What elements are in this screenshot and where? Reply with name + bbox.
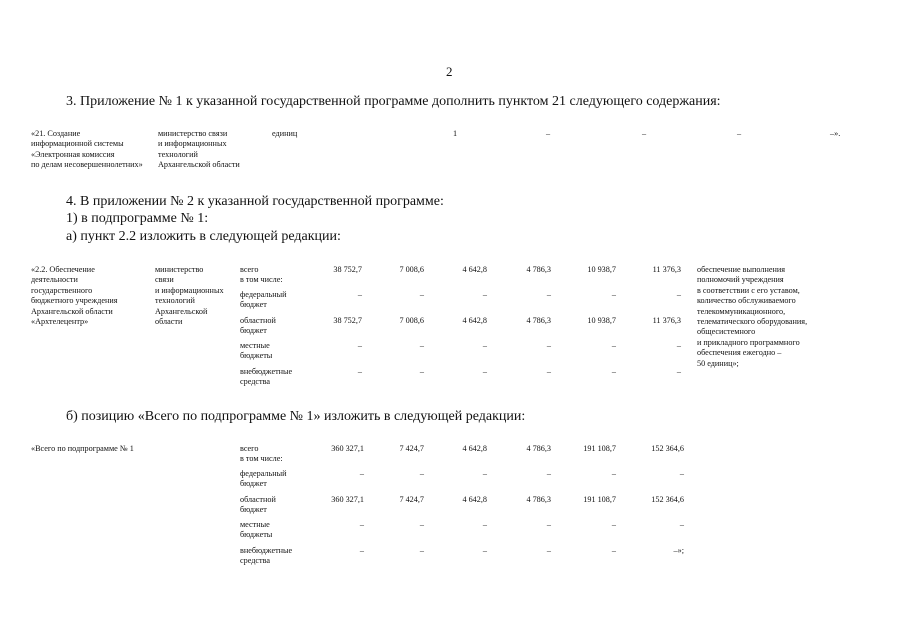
cell-value: – bbox=[419, 520, 424, 529]
row-label: областной бюджет bbox=[240, 316, 276, 336]
cell-value: 7 008,6 bbox=[399, 316, 424, 325]
cell-value: – bbox=[676, 290, 681, 299]
item21-value-2: – bbox=[546, 129, 551, 138]
item22-executor: министерство связи и информационных технологий Архангельской области bbox=[155, 265, 224, 327]
cell-value: – bbox=[546, 290, 551, 299]
cell-value: – bbox=[679, 520, 684, 529]
cell-value: – bbox=[546, 520, 551, 529]
cell-value: 38 752,7 bbox=[333, 316, 362, 325]
cell-value: – bbox=[611, 520, 616, 529]
cell-value: 11 376,3 bbox=[652, 316, 681, 325]
row-label: местные бюджеты bbox=[240, 341, 273, 361]
paragraph-4: 4. В приложении № 2 к указанной государственной программе: bbox=[66, 194, 444, 209]
cell-value: – bbox=[482, 290, 487, 299]
paragraph-4-a: а) пункт 2.2 изложить в следующей редакции: bbox=[66, 229, 341, 244]
cell-value: 191 108,7 bbox=[583, 495, 616, 504]
cell-value: – bbox=[359, 469, 364, 478]
row-label: областной бюджет bbox=[240, 495, 276, 515]
cell-value: – bbox=[482, 341, 487, 350]
cell-value: 152 364,6 bbox=[651, 444, 684, 453]
cell-value: 4 642,8 bbox=[462, 444, 487, 453]
cell-value: 4 642,8 bbox=[462, 495, 487, 504]
cell-value: 4 786,3 bbox=[526, 444, 551, 453]
item21-unit: единиц bbox=[272, 129, 298, 138]
paragraph-4-b: б) позицию «Всего по подпрограмме № 1» изложить в следующей редакции: bbox=[66, 409, 526, 424]
cell-value: – bbox=[419, 341, 424, 350]
cell-value: – bbox=[546, 341, 551, 350]
cell-value: 7 424,7 bbox=[399, 444, 424, 453]
cell-value: 4 642,8 bbox=[462, 265, 487, 274]
cell-value: – bbox=[611, 341, 616, 350]
row-label: всего в том числе: bbox=[240, 265, 283, 285]
cell-value: 360 327,1 bbox=[331, 495, 364, 504]
paragraph-4-1: 1) в подпрограмме № 1: bbox=[66, 211, 209, 226]
item21-value-5: –». bbox=[830, 129, 841, 138]
cell-value: – bbox=[611, 290, 616, 299]
cell-value: 7 424,7 bbox=[399, 495, 424, 504]
page-number: 2 bbox=[446, 64, 453, 79]
item21-value-1: 1 bbox=[453, 129, 458, 138]
cell-value: – bbox=[611, 367, 616, 376]
cell-value: 191 108,7 bbox=[583, 444, 616, 453]
paragraph-3: 3. Приложение № 1 к указанной государственной программе дополнить пунктом 21 следующего содержания: bbox=[66, 94, 721, 109]
cell-value: 38 752,7 bbox=[333, 265, 362, 274]
row-label: местные бюджеты bbox=[240, 520, 273, 540]
cell-value: – bbox=[359, 520, 364, 529]
item22-name: «2.2. Обеспечение деятельности государственного бюджетного учреждения Архангельской области «Архтелецентр» bbox=[31, 265, 118, 327]
cell-value: 152 364,6 bbox=[651, 495, 684, 504]
cell-value: – bbox=[482, 520, 487, 529]
cell-value: – bbox=[482, 469, 487, 478]
row-label: внебюджетные средства bbox=[240, 367, 293, 387]
cell-value: 4 786,3 bbox=[526, 265, 551, 274]
cell-value: – bbox=[419, 469, 424, 478]
row-label: федеральный бюджет bbox=[240, 290, 287, 310]
cell-value: – bbox=[546, 367, 551, 376]
item21-value-4: – bbox=[737, 129, 742, 138]
cell-value: – bbox=[357, 367, 362, 376]
total-name: «Всего по подпрограмме № 1 bbox=[31, 444, 134, 453]
cell-value: 4 786,3 bbox=[526, 495, 551, 504]
cell-value: – bbox=[546, 546, 551, 555]
cell-value: 10 938,7 bbox=[587, 316, 616, 325]
cell-value: 4 642,8 bbox=[462, 316, 487, 325]
cell-value: – bbox=[359, 546, 364, 555]
cell-value: – bbox=[357, 290, 362, 299]
item21-name: «21. Создание информационной системы «Электронная комиссия по делам несовершеннолетних» bbox=[31, 129, 143, 170]
cell-value: 11 376,3 bbox=[652, 265, 681, 274]
cell-value: – bbox=[482, 367, 487, 376]
row-label: всего в том числе: bbox=[240, 444, 283, 464]
cell-value: – bbox=[357, 341, 362, 350]
cell-value: 360 327,1 bbox=[331, 444, 364, 453]
cell-value: –»; bbox=[673, 546, 684, 555]
item21-executor: министерство связи и информационных технологий Архангельской области bbox=[158, 129, 240, 170]
cell-value: – bbox=[611, 546, 616, 555]
cell-value: – bbox=[676, 341, 681, 350]
cell-value: 4 786,3 bbox=[526, 316, 551, 325]
cell-value: 10 938,7 bbox=[587, 265, 616, 274]
cell-value: – bbox=[419, 290, 424, 299]
cell-value: – bbox=[679, 469, 684, 478]
cell-value: – bbox=[482, 546, 487, 555]
cell-value: – bbox=[419, 546, 424, 555]
cell-value: – bbox=[546, 469, 551, 478]
row-label: федеральный бюджет bbox=[240, 469, 287, 489]
cell-value: 7 008,6 bbox=[399, 265, 424, 274]
row-label: внебюджетные средства bbox=[240, 546, 293, 566]
cell-value: – bbox=[611, 469, 616, 478]
item22-result: обеспечение выполнения полномочий учреждения в соответствии с его уставом, количество обслуживаемого телекоммуникационного, телематического оборудования, общесистемного и прикладного программного обеспечения ежегодно – 50 единиц»; bbox=[697, 265, 808, 368]
item21-value-3: – bbox=[642, 129, 647, 138]
cell-value: – bbox=[676, 367, 681, 376]
cell-value: – bbox=[419, 367, 424, 376]
